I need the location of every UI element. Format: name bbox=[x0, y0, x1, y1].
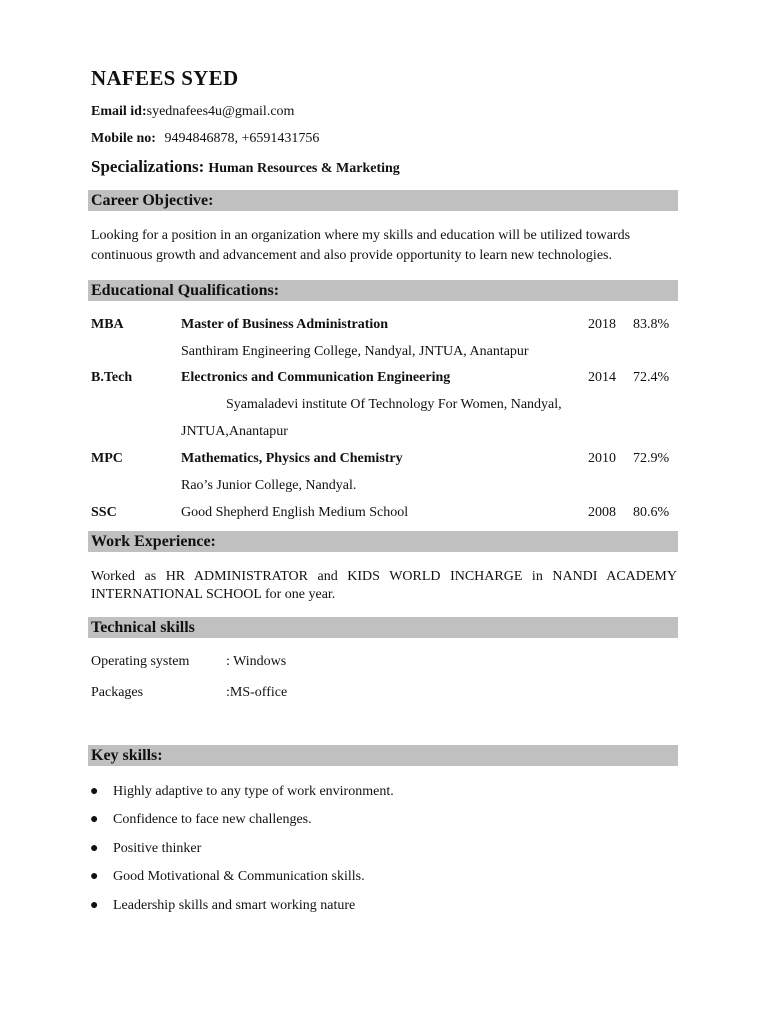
bullet-icon: ● bbox=[90, 784, 99, 799]
edu-institution-mba: Santhiram Engineering College, Nandyal, JNTUA, Anantapur bbox=[181, 344, 529, 359]
key-skill-item: Confidence to face new challenges. bbox=[113, 812, 312, 827]
edu-score-mba: 83.8% bbox=[633, 317, 670, 332]
edu-year-mpc: 2010 bbox=[588, 451, 616, 466]
edu-title-mpc: Mathematics, Physics and Chemistry bbox=[181, 451, 403, 466]
bullet-icon: ● bbox=[90, 898, 99, 913]
edu-year-mba: 2018 bbox=[588, 317, 616, 332]
bullet-icon: ● bbox=[90, 812, 99, 827]
key-skill-item: Highly adaptive to any type of work environment. bbox=[113, 784, 394, 799]
edu-degree-btech: B.Tech bbox=[91, 370, 133, 385]
specialization-line bbox=[91, 157, 400, 177]
career-objective-heading: Career Objective: bbox=[88, 190, 678, 211]
edu-title-mba: Master of Business Administration bbox=[181, 317, 389, 332]
tech-label-os: Operating system bbox=[91, 654, 190, 669]
edu-institution-btech-line1: Syamaladevi institute Of Technology For Women, Nandyal, bbox=[226, 397, 562, 412]
mobile-line bbox=[91, 131, 319, 147]
work-experience-text: Worked as HR ADMINISTRATOR and KIDS WORLD INCHARGE in NANDI ACADEMY INTERNATIONAL SCHOOL for one year. bbox=[91, 569, 677, 602]
technical-skills-heading: Technical skills bbox=[88, 617, 678, 638]
edu-institution-mpc: Rao’s Junior College, Nandyal. bbox=[181, 478, 357, 493]
tech-value-packages: :MS-office bbox=[226, 685, 288, 700]
edu-year-btech: 2014 bbox=[588, 370, 616, 385]
career-objective-text: Looking for a position in an organization where my skills and education will be utilized towards continuous growth and advancement and also provide opportunity to learn new technologies. bbox=[91, 228, 631, 263]
email-label: Email id: bbox=[91, 104, 147, 119]
key-skill-item: Good Motivational & Communication skills. bbox=[113, 869, 365, 884]
specialization-value: Human Resources & Marketing bbox=[208, 161, 400, 176]
edu-score-mpc: 72.9% bbox=[633, 451, 670, 466]
edu-score-btech: 72.4% bbox=[633, 370, 670, 385]
edu-degree-mpc: MPC bbox=[91, 451, 123, 466]
key-skill-item: Positive thinker bbox=[113, 841, 202, 856]
bullet-icon: ● bbox=[90, 869, 99, 884]
mobile-value: 9494846878, +6591431756 bbox=[164, 131, 320, 146]
bullet-icon: ● bbox=[90, 841, 99, 856]
edu-degree-ssc: SSC bbox=[91, 505, 117, 520]
specialization-label: Specializations: bbox=[91, 157, 205, 176]
email-line bbox=[91, 104, 294, 120]
email-value: syednafees4u@gmail.com bbox=[146, 104, 295, 119]
candidate-name: NAFEES SYED bbox=[91, 66, 239, 90]
edu-score-ssc: 80.6% bbox=[633, 505, 670, 520]
key-skill-item: Leadership skills and smart working nature bbox=[113, 898, 356, 913]
tech-label-packages: Packages bbox=[91, 685, 144, 700]
edu-year-ssc: 2008 bbox=[588, 505, 616, 520]
key-skills-heading: Key skills: bbox=[88, 745, 678, 766]
edu-title-ssc: Good Shepherd English Medium School bbox=[181, 505, 409, 520]
tech-value-os: : Windows bbox=[226, 654, 287, 669]
edu-degree-mba: MBA bbox=[91, 317, 124, 332]
education-heading: Educational Qualifications: bbox=[88, 280, 678, 301]
edu-title-btech: Electronics and Communication Engineering bbox=[181, 370, 451, 385]
edu-institution-btech-line2: JNTUA,Anantapur bbox=[181, 424, 288, 439]
mobile-label: Mobile no: bbox=[91, 131, 156, 146]
work-experience-heading: Work Experience: bbox=[88, 531, 678, 552]
